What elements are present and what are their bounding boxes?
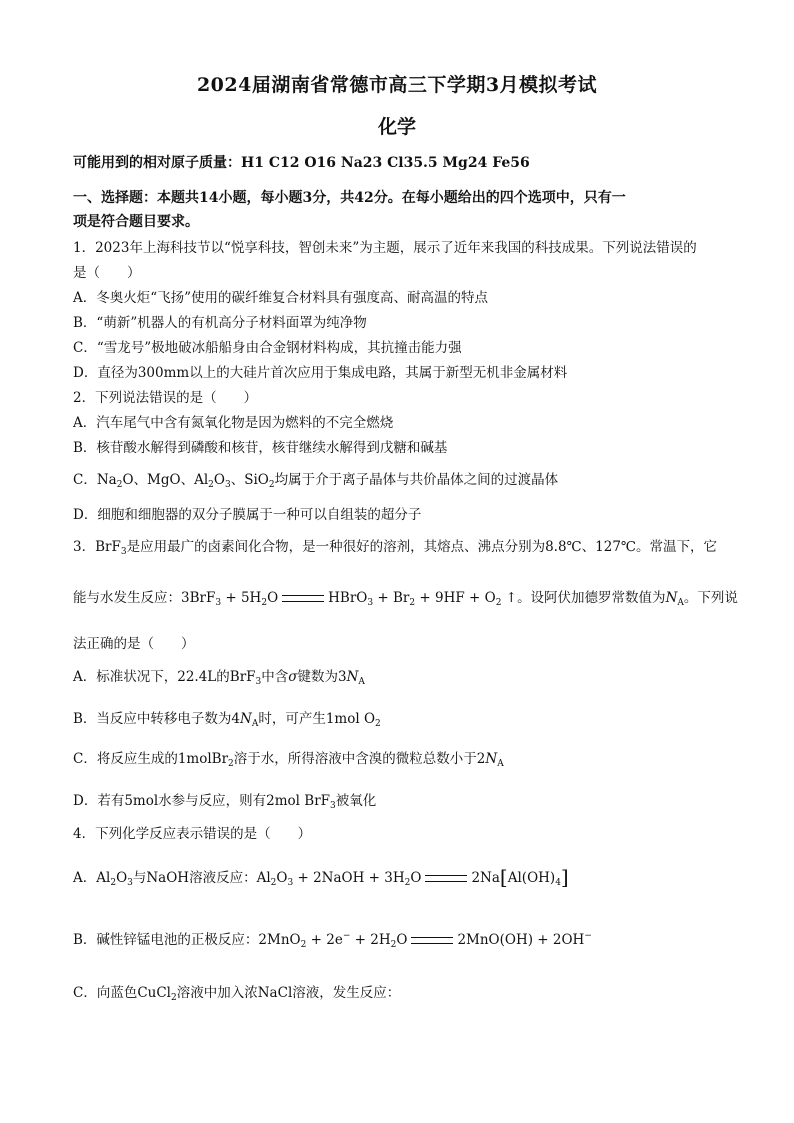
section-heading-line2: 项是符合题目要求。 <box>73 214 199 230</box>
q1-option-d: D．直径为300mm以上的大硅片首次应用于集成电路，其属于新型无机非金属材料 <box>73 365 568 381</box>
q4-option-a: A．$Al_2O_3$与NaOH溶液反应：$Al_2O_3$ + 2NaOH + $3H_2O$ $2Na[Al(OH)_4]$ <box>73 865 569 889</box>
q2-option-d: D．细胞和细胞器的双分子膜属于一种可以自组装的超分子 <box>73 507 422 523</box>
equals-sign <box>411 937 453 944</box>
q2-option-a: A．汽车尾气中含有氮氧化物是因为燃料的不完全燃烧 <box>73 415 394 431</box>
q3-stem-line3: 法正确的是（ ） <box>73 636 195 652</box>
q1-stem-line1: 1．2023年上海科技节以“悦享科技，智创未来”为主题，展示了近年来我国的科技成果。下列说法错误的 <box>73 240 697 256</box>
atomic-masses: 可能用到的相对原子质量：H1 C12 O16 Na23 Cl35.5 Mg24 Fe56 <box>73 155 530 171</box>
q1-option-b: B．“萌新”机器人的有机高分子材料面罩为纯净物 <box>73 315 367 331</box>
q3-option-b: B．当反应中转移电子数为$4N_A$时，可产生1mol $O_2$ <box>73 711 381 729</box>
q4-option-b: B．碱性锌锰电池的正极反应：$2MnO_2 + 2e^- + 2H_2O$ 2MnO(OH) + 2OH− <box>73 931 592 950</box>
equals-sign <box>282 595 324 602</box>
section-heading-line1: 一、选择题：本题共14小题，每小题3分，共42分。在每小题给出的四个选项中，只有一 <box>73 190 626 206</box>
q3-stem-line1: 3．BrF$_3$是应用最广的卤素间化合物，是一种很好的溶剂，其熔点、沸点分别为8.8℃、127℃。常温下，它 <box>73 539 718 557</box>
q3-stem-line2: 能与水发生反应：$3BrF_3 + 5H_2O$ HBrO$_3$ + $Br_2 + 9HF + O_2$ ↑。设阿伏加德罗常数值为$N_A$。下列说 <box>73 590 738 608</box>
q4-option-c: C．向蓝色CuCl$_2$溶液中加入浓NaCl溶液，发生反应： <box>73 985 401 1003</box>
q1-stem-line2: 是（ ） <box>73 265 141 281</box>
q1-option-a: A．冬奥火炬“飞扬”使用的碳纤维复合材料具有强度高、耐高温的特点 <box>73 290 489 306</box>
q4-stem: 4．下列化学反应表示错误的是（ ） <box>73 826 312 842</box>
q1-option-c: C．“雪龙号”极地破冰船船身由合金钢材料构成，其抗撞击能力强 <box>73 340 462 356</box>
q2-option-b: B．核苷酸水解得到磷酸和核苷，核苷继续水解得到戊糖和碱基 <box>73 440 448 456</box>
q3-option-d: D．若有5mol水参与反应，则有2mol BrF$_3$被氧化 <box>73 793 377 811</box>
q3-option-c: C．将反应生成的1molBr$_2$溶于水，所得溶液中含溴的微粒总数小于$2N_A$ <box>73 751 504 769</box>
equals-sign <box>425 875 467 882</box>
exam-subject: 化学 <box>377 116 416 138</box>
q3-option-a: A．标准状况下，22.4L的BrF$_3$中含σ键数为$3N_A$ <box>73 669 365 687</box>
q2-option-c: C．$Na_2O$、MgO、$Al_2O_3$、SiO$_2$均属于介于离子晶体与共价晶体之间的过渡晶体 <box>73 472 559 490</box>
exam-title: 2024届湖南省常德市高三下学期3月模拟考试 <box>196 74 598 96</box>
q2-stem: 2．下列说法错误的是（ ） <box>73 390 258 406</box>
